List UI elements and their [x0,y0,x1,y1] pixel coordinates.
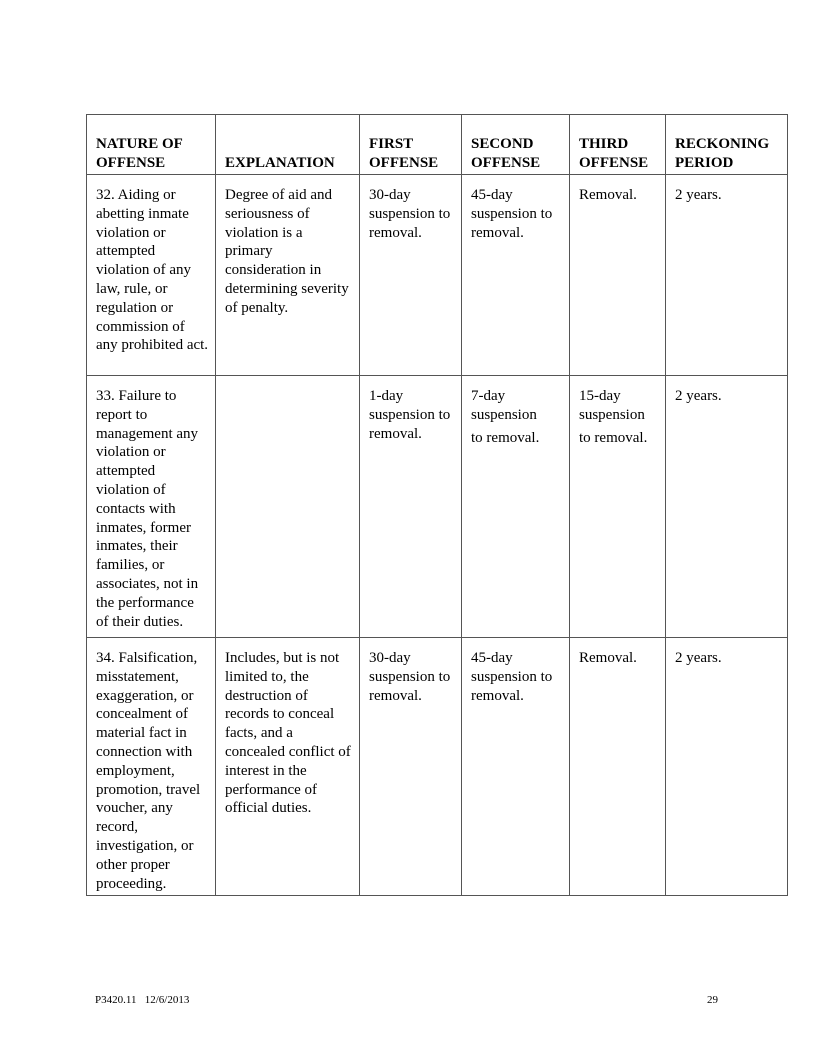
cell-second-offense [462,376,570,638]
cell-third-offense: Removal. [570,175,666,376]
cell-nature: 34. Falsification, misstatement, exaggeration, or concealment of material fact in connection with employment, promotion, travel voucher, any record, investigation, or other proper proceeding. [87,638,216,896]
footer-page-number: 29 [707,994,718,1006]
table-row [87,638,788,896]
cell-second-offense: 45-day suspension to removal. [462,175,570,376]
cell-first-offense: 1-day suspension to removal. [360,376,462,638]
header-explanation: EXPLANATION [216,115,360,175]
header-second-offense: SECOND OFFENSE [462,115,570,175]
cell-explanation: Includes, but is not limited to, the destruction of records to conceal facts, and a concealed conflict of interest in the performance of official duties. [216,638,360,896]
header-reckoning-period: RECKONING PERIOD [666,115,788,175]
footer-document-id: P3420.11 12/6/2013 [95,994,190,1006]
table-row [87,175,788,376]
second-offense-range-end: to removal. [471,429,540,446]
table-row [87,376,788,638]
offense-penalty-table [86,114,788,896]
cell-third-offense: Removal. [570,638,666,896]
third-offense-penalty: 15-day suspension [579,388,645,423]
cell-explanation [216,376,360,638]
third-offense-range-end: to removal. [579,429,648,446]
table-header-row [87,115,788,175]
cell-reckoning-period: 2 years. [666,638,788,896]
cell-third-offense [570,376,666,638]
cell-reckoning-period: 2 years. [666,175,788,376]
cell-nature: 32. Aiding or abetting inmate violation or attempted violation of any law, rule, or regulation or commission of any prohibited act. [87,175,216,376]
cell-nature: 33. Failure to report to management any violation or attempted violation of contacts with inmates, former inmates, their families, or associates, not in the performance of their duties. [87,376,216,638]
second-offense-penalty: 7-day suspension [471,388,537,423]
cell-first-offense: 30-day suspension to removal. [360,175,462,376]
header-nature-of-offense: NATURE OF OFFENSE [87,115,216,175]
cell-first-offense: 30-day suspension to removal. [360,638,462,896]
header-third-offense: THIRD OFFENSE [570,115,666,175]
cell-explanation: Degree of aid and seriousness of violation is a primary consideration in determining severity of penalty. [216,175,360,376]
cell-reckoning-period: 2 years. [666,376,788,638]
cell-second-offense: 45-day suspension to removal. [462,638,570,896]
header-first-offense: FIRST OFFENSE [360,115,462,175]
